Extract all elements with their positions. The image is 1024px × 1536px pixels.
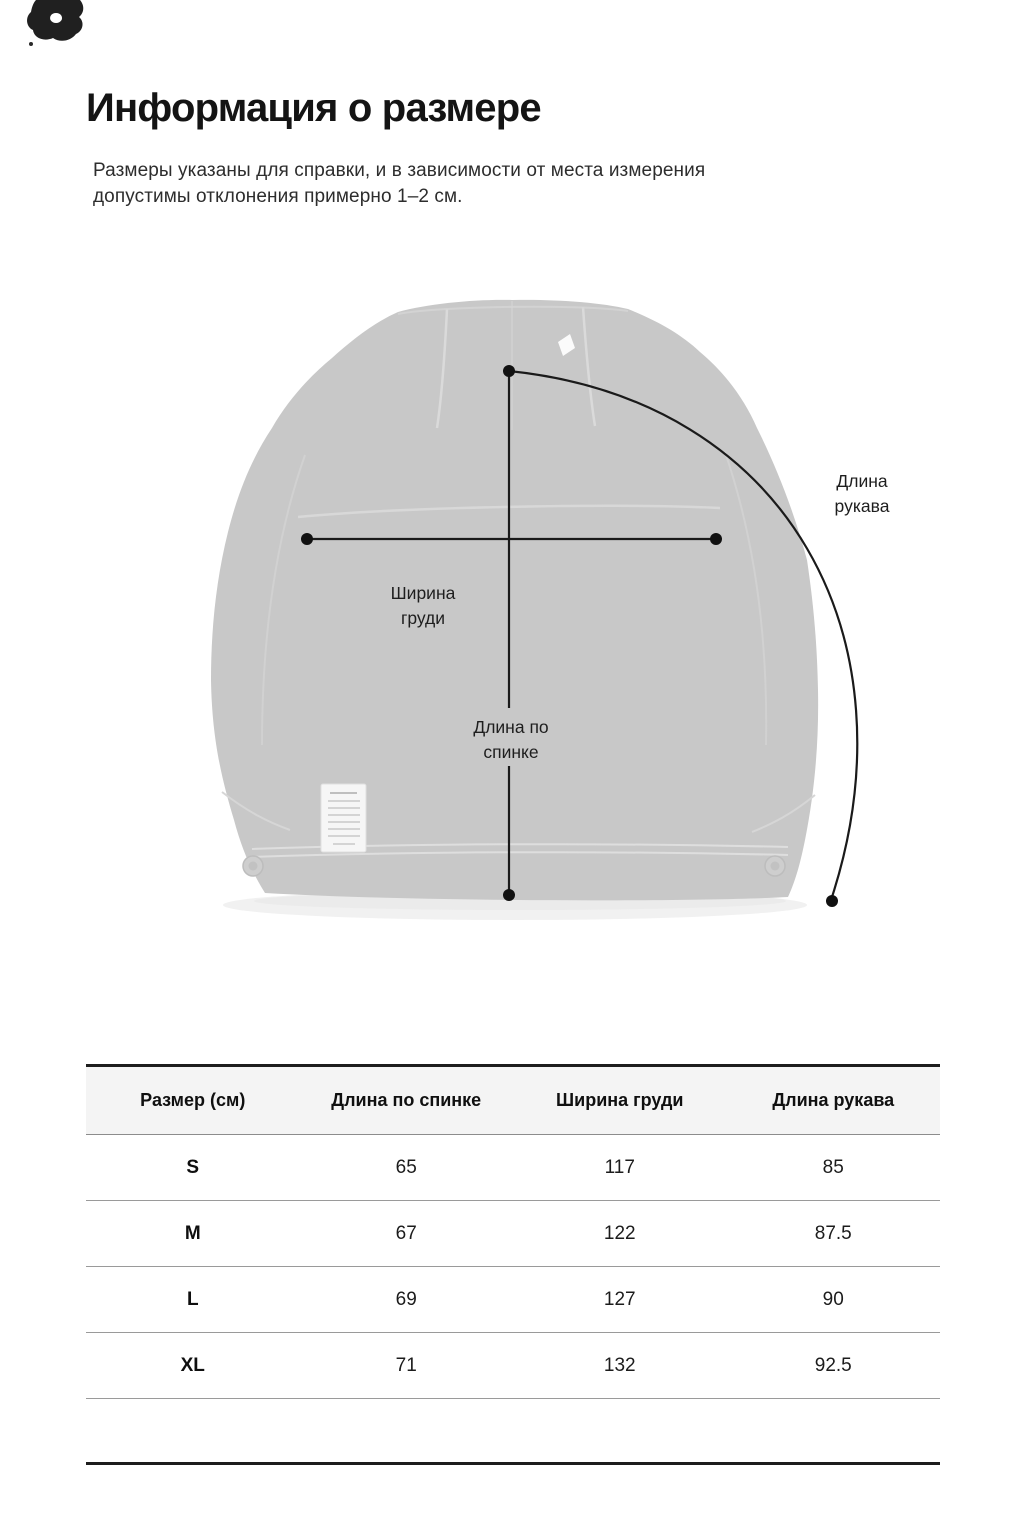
size-value: L <box>186 1288 199 1310</box>
sleeve-length-value: 85 <box>822 1156 844 1178</box>
sleeve-length-value: 87.5 <box>814 1222 852 1244</box>
back-length-label: Длина по спинке <box>473 717 549 762</box>
table-row-m <box>86 1201 940 1267</box>
size-value: S <box>186 1156 200 1178</box>
chest-width-value: 127 <box>603 1288 636 1310</box>
table-row-xl <box>86 1333 940 1399</box>
size-value: XL <box>180 1354 205 1376</box>
subtitle-line-2: допустимы отклонения примерно 1–2 см. <box>93 186 463 207</box>
back-length-value: 69 <box>395 1288 417 1310</box>
page-title: Информация о размере <box>86 86 541 130</box>
column-header-size: Размер (см) <box>86 1066 300 1135</box>
chest-width-value: 122 <box>603 1222 636 1244</box>
table-row-s <box>86 1135 940 1201</box>
size-table <box>86 1064 940 1465</box>
size-value: M <box>184 1222 201 1244</box>
chest-width-label: Ширина груди <box>390 583 456 628</box>
sleeve-length-value: 90 <box>822 1288 844 1310</box>
column-header-back-length: Длина по спинке <box>300 1066 514 1135</box>
right-button-icon <box>765 856 785 876</box>
column-header-sleeve-length: Длина рукава <box>727 1066 941 1135</box>
jacket-silhouette <box>211 300 818 901</box>
sleeve-length-value: 92.5 <box>814 1354 852 1376</box>
chest-width-value: 132 <box>603 1354 636 1376</box>
care-label-tag <box>321 784 366 852</box>
table-filler-row <box>86 1399 940 1464</box>
subtitle-line-1: Размеры указаны для справки, и в зависимости от места измерения <box>93 160 706 181</box>
chest-width-value: 117 <box>604 1156 635 1178</box>
back-length-value: 71 <box>395 1354 417 1376</box>
size-table-header <box>86 1066 940 1135</box>
table-row-l <box>86 1267 940 1333</box>
back-length-value: 67 <box>395 1222 417 1244</box>
sleeve-length-label: Длина рукава <box>834 471 890 516</box>
back-length-value: 65 <box>395 1156 417 1178</box>
left-button-icon <box>243 856 263 876</box>
column-header-chest-width: Ширина груди <box>513 1066 727 1135</box>
